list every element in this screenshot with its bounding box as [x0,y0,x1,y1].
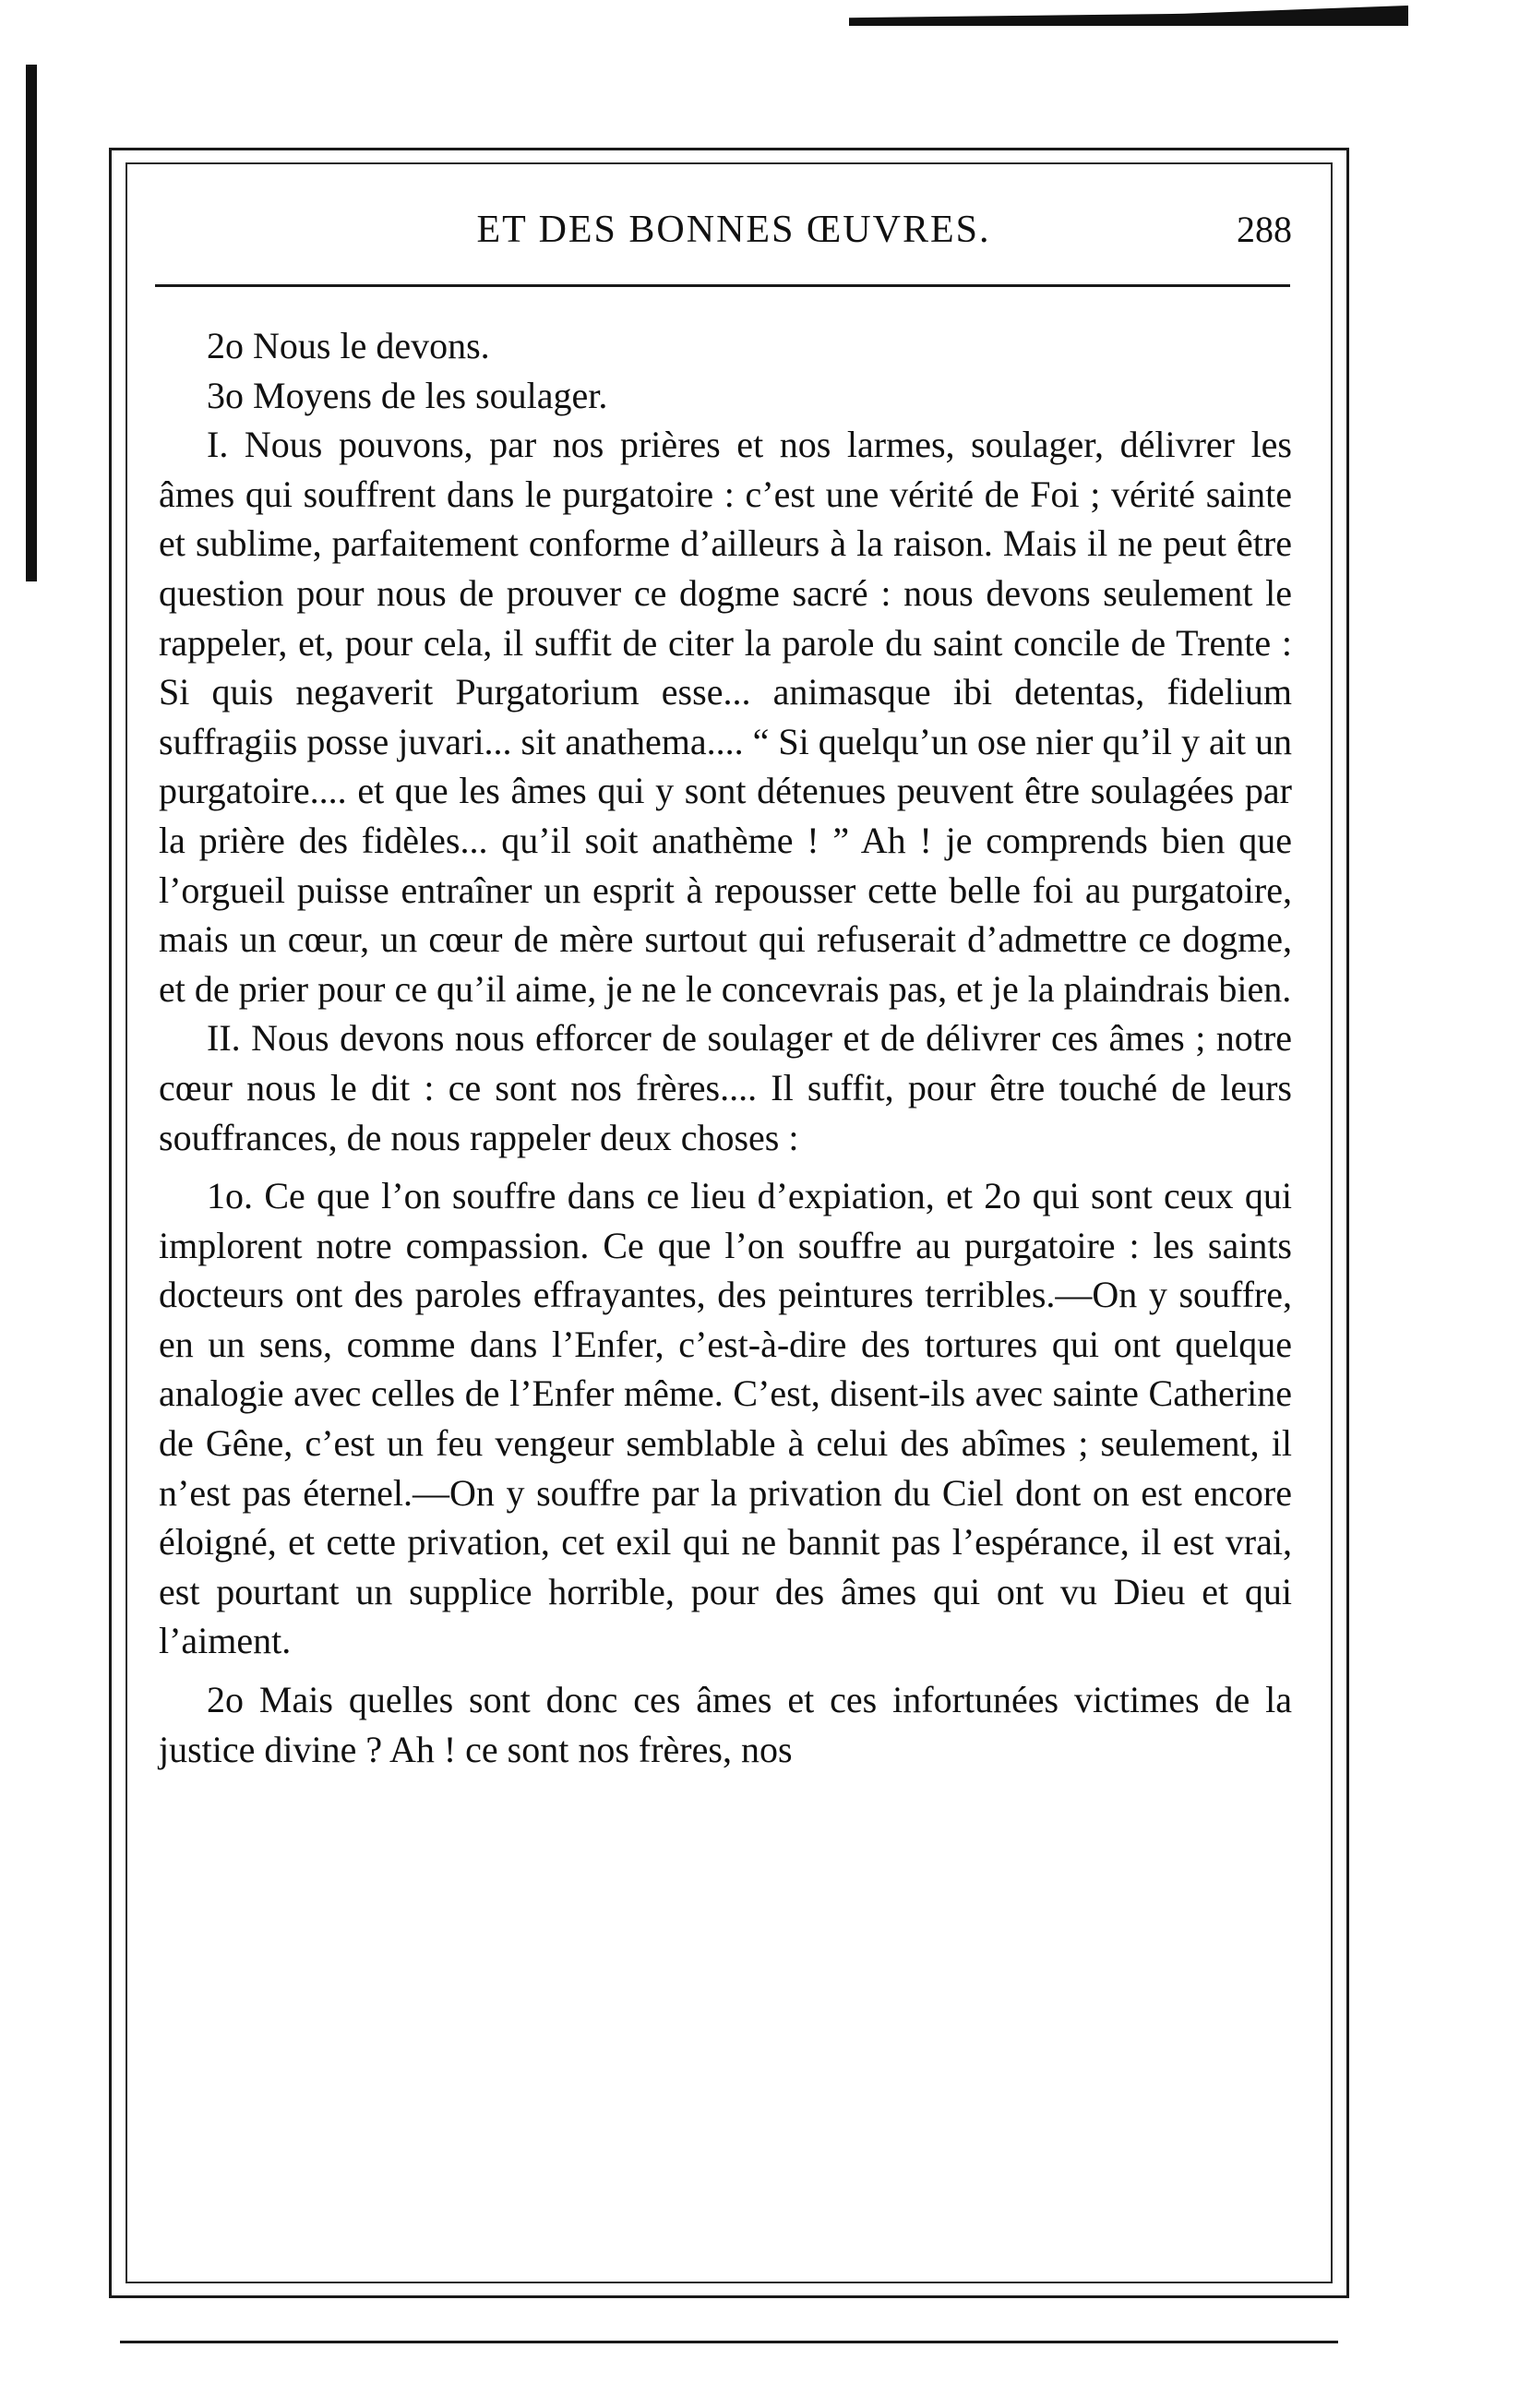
paragraph-2o: 2o Mais quelles sont donc ces âmes et ces infortunées victimes de la justice divine ? Ah ! ce sont nos frères, nos [159,1679,1292,1770]
list-item-2o: 2o Nous le devons. [207,325,490,366]
paragraph-II: II. Nous devons nous efforcer de soulager et de délivrer ces âmes ; notre cœur nous le dit : ce sont nos frères.... Il suffit, pour être touché de leurs souffrances, de nous rappeler deux choses : [159,1017,1292,1158]
paragraph-I: I. Nous pouvons, par nos prières et nos larmes, soulager, délivrer les âmes qui souffrent dans le purgatoire : c’est une vérité de Foi ; vérité sainte et sublime, parfaitement conforme d’ailleurs à la raison. Mais il ne peut être question pour nous de prouver ce dogme sacré : nous devons seulement le rappeler, et, pour cela, il suffit de citer la parole du saint concile de Trente : Si quis negaverit Purgatorium esse... animasque ibi detentas, fidelium suffragiis posse juvari... sit anathema.... “ Si quelqu’un ose nier qu’il y ait un purgatoire.... et que les âmes qui y sont détenues peuvent être soulagées par la prière des fidèles... qu’il soit anathème ! ” Ah ! je comprends bien que l’orgueil puisse entraîner un esprit à repousser cette belle foi au purgatoire, mais un cœur, un cœur de mère surtout qui refuserait d’admettre ce dogme, et de prier pour ce qu’il aime, je ne le concevrais pas, et je la plaindrais bien. [159,424,1292,1010]
page-number: 288 [1237,209,1292,250]
paragraph-1o: 1o. Ce que l’on souffre dans ce lieu d’expiation, et 2o qui sont ceux qui implorent notre compassion. Ce que l’on souffre au purgatoire : les saints docteurs ont des paroles effrayantes, des peintures terribles.—On y souffre, en un sens, comme dans l’Enfer, c’est-à-dire des tortures qui ont quelque analogie avec celles de l’Enfer même. C’est, disent-ils avec sainte Catherine de Gêne, c’est un feu vengeur semblable à celui des abîmes ; seulement, il n’est pas éternel.—On y souffre par la privation du Ciel dont on est encore éloigné, et cette privation, cet exil qui ne bannit pas l’espérance, il est vrai, est pourtant un supplice horrible, pour des âmes qui ont vu Dieu et qui l’aiment. [159,1175,1292,1662]
running-head: ET DES BONNES ŒUVRES. [476,209,991,251]
header-rule [155,284,1290,287]
bottom-rule [120,2341,1338,2343]
body-text [159,321,1292,1774]
list-item-3o: 3o Moyens de les soulager. [207,374,608,416]
page-header [148,198,1320,263]
scan-edge-mark-left [26,65,37,581]
scan-edge-mark-top [849,6,1408,26]
